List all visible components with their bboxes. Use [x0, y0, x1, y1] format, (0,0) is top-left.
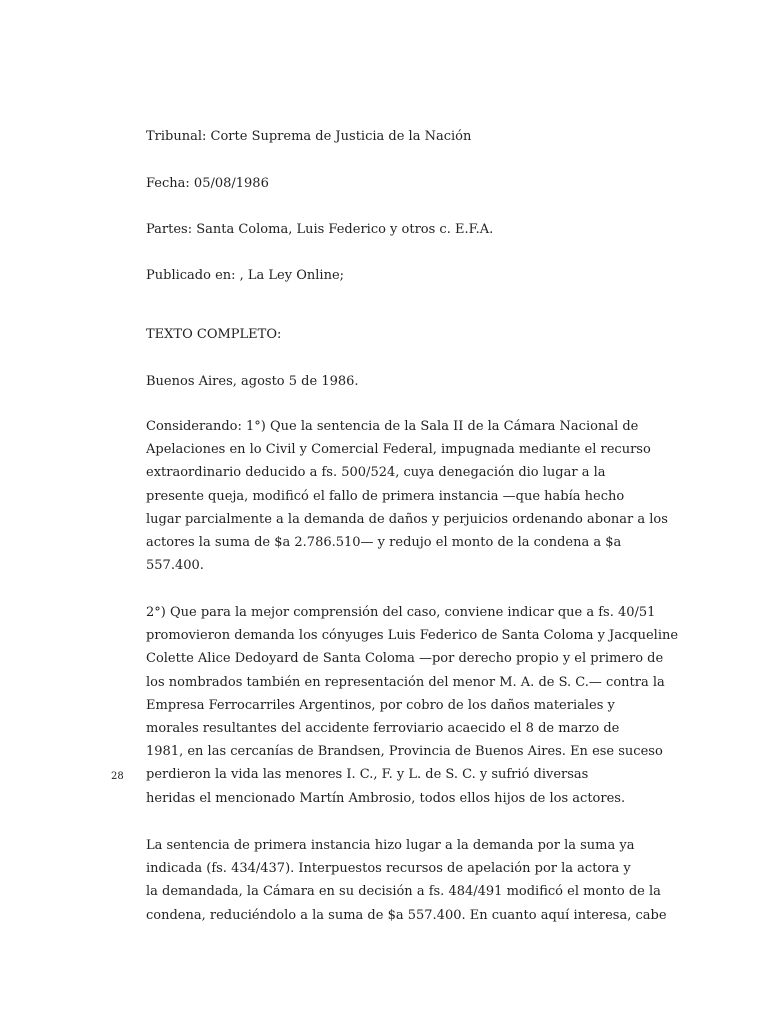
paragraph-2	[146, 601, 679, 810]
paragraph-line: perdieron la vida las menores I. C., F. y L. de S. C. y sufrió diversas	[146, 767, 589, 783]
paragraph-line: condena, reduciéndolo a la suma de $a 557.400. En cuanto aquí interesa, cabe	[146, 907, 667, 923]
paragraph-1	[146, 415, 668, 577]
paragraph-line: Empresa Ferrocarriles Argentinos, por cobro de los daños materiales y	[146, 697, 615, 713]
paragraph-line: la demandada, la Cámara en su decisión a fs. 484/491 modificó el monto de la	[146, 884, 661, 900]
paragraph-line: Considerando: 1°) Que la sentencia de la Sala II de la Cámara Nacional de	[146, 419, 639, 434]
fecha-line: Fecha: 05/08/1986	[146, 176, 269, 191]
tribunal-line: Tribunal: Corte Suprema de Justicia de la Nación	[146, 129, 472, 144]
dateline: Buenos Aires, agosto 5 de 1986.	[146, 374, 359, 389]
partes-line: Partes: Santa Coloma, Luis Federico y otros c. E.F.A.	[146, 222, 494, 237]
paragraph-line: presente queja, modificó el fallo de primera instancia —que había hecho	[146, 488, 625, 504]
paragraph-3	[146, 834, 667, 927]
paragraph-line: lugar parcialmente a la demanda de daños y perjuicios ordenando abonar a los	[146, 511, 668, 527]
publicado-line: Publicado en: , La Ley Online;	[146, 268, 345, 283]
section-title: TEXTO COMPLETO:	[146, 327, 282, 342]
paragraph-line: indicada (fs. 434/437). Interpuestos recursos de apelación por la actora y	[146, 861, 631, 877]
paragraph-line: 557.400.	[146, 558, 204, 574]
paragraph-line: actores la suma de $a 2.786.510— y redujo el monto de la condena a $a	[146, 534, 622, 550]
paragraph-line: morales resultantes del accidente ferroviario acaecido el 8 de marzo de	[146, 720, 620, 736]
paragraph-line: 1981, en las cercanías de Brandsen, Provincia de Buenos Aires. En ese suceso	[146, 744, 663, 760]
paragraph-line: Colette Alice Dedoyard de Santa Coloma —por derecho propio y el primero de	[146, 651, 664, 667]
paragraph-line: los nombrados también en representación del menor M. A. de S. C.— contra la	[146, 674, 665, 690]
paragraph-line: extraordinario deducido a fs. 500/524, cuya denegación dio lugar a la	[146, 465, 606, 481]
margin-number: 28	[111, 771, 124, 782]
paragraph-line: La sentencia de primera instancia hizo lugar a la demanda por la suma ya	[146, 838, 635, 853]
paragraph-line: promovieron demanda los cónyuges Luis Federico de Santa Coloma y Jacqueline	[146, 628, 679, 644]
paragraph-line: Apelaciones en lo Civil y Comercial Federal, impugnada mediante el recurso	[146, 442, 651, 458]
paragraph-line: heridas el mencionado Martín Ambrosio, todos ellos hijos de los actores.	[146, 790, 626, 806]
paragraph-line: 2°) Que para la mejor comprensión del caso, conviene indicar que a fs. 40/51	[146, 605, 656, 620]
